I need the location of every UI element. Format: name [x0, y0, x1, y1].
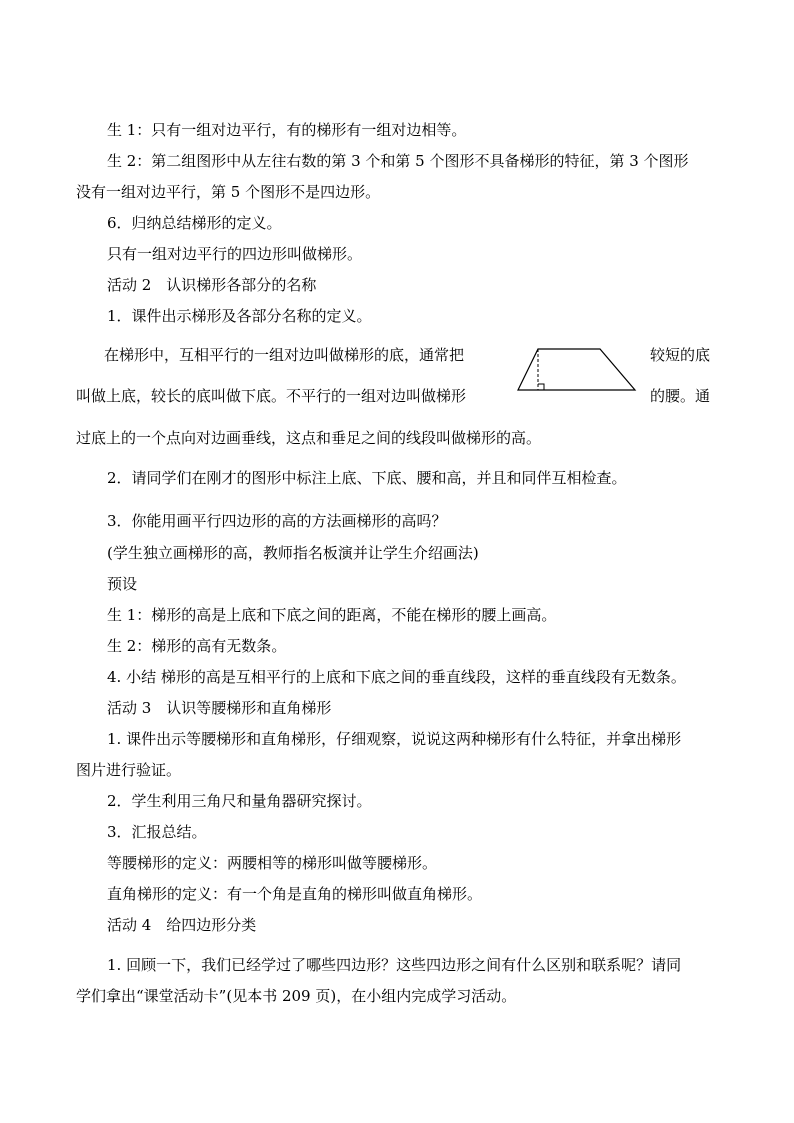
activity-3-step-3: 3．汇报总结。 [107, 823, 207, 841]
preset-label: 预设 [107, 575, 138, 593]
step-summary-definition: 6．归纳总结梯形的定义。 [107, 214, 282, 232]
paragraph-student2-answer-cont: 没有一组对边平行，第 5 个图形不是四边形。 [76, 183, 381, 201]
paragraph-student1-answer: 生 1：只有一组对边平行，有的梯形有一组对边相等。 [107, 121, 467, 139]
trapezoid-parts-text-3: 过底上的一个点向对边画垂线，这点和垂足之间的线段叫做梯形的高。 [76, 429, 542, 447]
trapezoid-figure [514, 341, 639, 393]
trapezoid-parts-text-2b: 的腰。通 [650, 387, 711, 405]
teacher-note: (学生独立画梯形的高，教师指名板演并让学生介绍画法) [107, 544, 479, 562]
isosceles-trapezoid-definition: 等腰梯形的定义：两腰相等的梯形叫做等腰梯形。 [107, 854, 438, 872]
activity-3-step-2: 2．学生利用三角尺和量角器研究探讨。 [107, 792, 372, 810]
activity-2-step-2: 2．请同学们在刚才的图形中标注上底、下底、腰和高，并且和同伴互相检查。 [107, 469, 627, 487]
trapezoid-parts-text-2a: 叫做上底，较长的底叫做下底。不平行的一组对边叫做梯形 [76, 387, 467, 405]
activity-2-heading: 活动 2 认识梯形各部分的名称 [107, 276, 317, 294]
right-trapezoid-definition: 直角梯形的定义：有一个角是直角的梯形叫做直角梯形。 [107, 885, 483, 903]
activity-2-step-4-summary: 4. 小结 梯形的高是互相平行的上底和下底之间的垂直线段，这样的垂直线段有无数条。 [107, 668, 686, 686]
trapezoid-parts-text-1b: 较短的底 [650, 346, 711, 364]
right-angle-mark [538, 384, 544, 390]
activity-4-heading: 活动 4 给四边形分类 [107, 916, 257, 934]
preset-student1: 生 1：梯形的高是上底和下底之间的距离，不能在梯形的腰上画高。 [107, 606, 557, 624]
activity-4-step-1-cont: 学们拿出“课堂活动卡”(见本书 209 页)，在小组内完成学习活动。 [76, 987, 517, 1005]
activity-2-step-1: 1．课件出示梯形及各部分名称的定义。 [107, 307, 372, 325]
trapezoid-outline [518, 349, 635, 390]
activity-3-heading: 活动 3 认识等腰梯形和直角梯形 [107, 699, 332, 717]
activity-3-step-1-cont: 图片进行验证。 [76, 761, 182, 779]
activity-4-step-1: 1. 回顾一下，我们已经学过了哪些四边形？这些四边形之间有什么区别和联系呢？请同 [107, 956, 682, 974]
activity-3-step-1: 1. 课件出示等腰梯形和直角梯形，仔细观察，说说这两种梯形有什么特征，并拿出梯形 [107, 730, 682, 748]
trapezoid-definition: 只有一组对边平行的四边形叫做梯形。 [107, 245, 363, 263]
preset-student2: 生 2：梯形的高有无数条。 [107, 637, 287, 655]
paragraph-student2-answer: 生 2：第二组图形中从左往右数的第 3 个和第 5 个图形不具备梯形的特征，第 3 个图形 [107, 152, 689, 170]
trapezoid-parts-text-1a: 在梯形中，互相平行的一组对边叫做梯形的底，通常把 [104, 346, 465, 364]
activity-2-step-3: 3．你能用画平行四边形的高的方法画梯形的高吗？ [107, 512, 447, 530]
